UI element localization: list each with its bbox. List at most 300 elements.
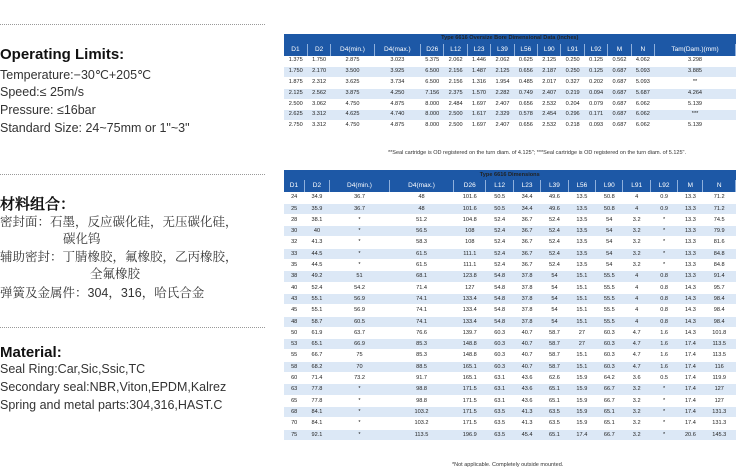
table-cell: 84.1 xyxy=(304,406,329,417)
table-cell: 55.5 xyxy=(596,271,623,282)
table-cell: 165.1 xyxy=(454,373,486,384)
table-cell: 5.139 xyxy=(655,121,736,132)
table-cell: 37.8 xyxy=(513,305,540,316)
table-cell: 101.8 xyxy=(703,327,736,338)
table-cell: 27 xyxy=(568,339,595,350)
table-cell: 38 xyxy=(284,271,304,282)
column-header: L92 xyxy=(650,180,677,192)
table-cell: 13.5 xyxy=(568,226,595,237)
table-cell: 60 xyxy=(284,373,304,384)
table-cell: 60.3 xyxy=(596,350,623,361)
table-cell: 52.4 xyxy=(541,248,568,259)
table-cell: 65.1 xyxy=(541,429,568,440)
table-cell: * xyxy=(330,429,390,440)
table-cell: 36.7 xyxy=(330,192,390,203)
table-cell: 51 xyxy=(330,271,390,282)
table-cell: 0.485 xyxy=(514,77,537,88)
table-cell: * xyxy=(650,429,677,440)
table-cell: 13.3 xyxy=(678,226,703,237)
table-cell: 2.170 xyxy=(307,66,330,77)
table-cell: 15.9 xyxy=(568,384,595,395)
table-cell: 63.5 xyxy=(541,406,568,417)
table-cell: 131.3 xyxy=(703,406,736,417)
table-row xyxy=(284,88,736,99)
materials-cn-line: 密封面：石墨，反应碳化硅，无压碳化硅， xyxy=(0,215,238,229)
table-cell: * xyxy=(650,214,677,225)
table-cell: 41.3 xyxy=(304,237,329,248)
table-cell: 111.1 xyxy=(454,260,486,271)
table-row xyxy=(284,214,736,225)
table-cell: 60.3 xyxy=(596,327,623,338)
table-cell: 3.2 xyxy=(623,226,650,237)
table-cell: 3.298 xyxy=(655,56,736,66)
table-cell: 43.6 xyxy=(513,384,540,395)
table-cell: 88.5 xyxy=(389,361,453,372)
table-row xyxy=(284,237,736,248)
table-cell: 52.4 xyxy=(486,248,513,259)
table-cell: 40.7 xyxy=(513,327,540,338)
table-cell: 5.139 xyxy=(655,99,736,110)
table-row xyxy=(284,99,736,110)
table-cell: 4.7 xyxy=(623,339,650,350)
column-header: L90 xyxy=(596,180,623,192)
table-cell: 2.484 xyxy=(444,99,467,110)
table-cell: 91.7 xyxy=(389,373,453,384)
table-cell: 2.500 xyxy=(284,99,307,110)
table-cell: 17.4 xyxy=(678,384,703,395)
table-cell: 3.2 xyxy=(623,429,650,440)
table-footnote: *Not applicable. Completely outside mounted. xyxy=(452,462,564,468)
table-cell: 56.9 xyxy=(330,293,390,304)
table-cell: 84.1 xyxy=(304,418,329,429)
materials-cn-line: 碳化钨 xyxy=(63,232,101,246)
table-cell: 103.2 xyxy=(389,406,453,417)
table-cell: 15.1 xyxy=(568,305,595,316)
table-row xyxy=(284,316,736,327)
table-cell: 15.1 xyxy=(568,293,595,304)
table-cell: 36.7 xyxy=(513,226,540,237)
table-cell: 54 xyxy=(596,214,623,225)
table-cell: 4 xyxy=(623,203,650,214)
table-cell: 3.625 xyxy=(331,77,374,88)
table-cell: 34.4 xyxy=(513,203,540,214)
table-cell: 15.1 xyxy=(568,316,595,327)
table-cell: 0.327 xyxy=(561,77,584,88)
table-cell: 6.062 xyxy=(631,99,654,110)
table-cell: 0.656 xyxy=(514,99,537,110)
table-cell: 1.875 xyxy=(284,77,307,88)
table-cell: 1.954 xyxy=(491,77,514,88)
table-cell: 15.9 xyxy=(568,418,595,429)
table-cell: 63.1 xyxy=(486,395,513,406)
column-header: L12 xyxy=(486,180,513,192)
table-cell: 71.4 xyxy=(304,373,329,384)
table-cell: 3.2 xyxy=(623,418,650,429)
table-cell: 1.6 xyxy=(650,350,677,361)
table-cell: 2.454 xyxy=(538,110,561,121)
table-cell: 63.7 xyxy=(330,327,390,338)
table-cell: 4.875 xyxy=(374,99,420,110)
table-cell: 71.2 xyxy=(703,192,736,203)
table-cell: 85.3 xyxy=(389,350,453,361)
table-cell: 0.562 xyxy=(608,56,631,66)
column-header: L23 xyxy=(467,44,490,56)
table-caption: Type 6616 Oversize Bore Dimensional Data (inches) xyxy=(284,34,736,44)
table-cell: 84.8 xyxy=(703,248,736,259)
table-cell: * xyxy=(650,384,677,395)
column-header: L91 xyxy=(561,44,584,56)
table-cell: 108 xyxy=(454,226,486,237)
table-row xyxy=(284,406,736,417)
column-header: N xyxy=(631,44,654,56)
table-cell: 37.8 xyxy=(513,282,540,293)
column-header: D4(min.) xyxy=(330,180,390,192)
table-cell: 40 xyxy=(304,226,329,237)
table-cell: 4 xyxy=(623,293,650,304)
table-cell: 171.5 xyxy=(454,406,486,417)
table-cell: 131.3 xyxy=(703,418,736,429)
table-cell: 101.6 xyxy=(454,203,486,214)
table-cell: 13.3 xyxy=(678,192,703,203)
table-cell: 66.7 xyxy=(596,384,623,395)
table-cell: 98.8 xyxy=(389,395,453,406)
table-cell: 196.9 xyxy=(454,429,486,440)
table-cell: 1.697 xyxy=(467,99,490,110)
table-cell: 4.7 xyxy=(623,350,650,361)
table-cell: 0.8 xyxy=(650,293,677,304)
table-cell: 63.5 xyxy=(486,418,513,429)
table-row xyxy=(284,203,736,214)
table-cell: 0.656 xyxy=(514,66,537,77)
column-header: L12 xyxy=(444,44,467,56)
table-cell: 71.2 xyxy=(703,203,736,214)
table-cell: 35 xyxy=(284,260,304,271)
operating-line: Standard Size: 24~75mm or 1"~3" xyxy=(0,121,190,135)
table-cell: 74.1 xyxy=(389,316,453,327)
table-cell: 3.2 xyxy=(623,384,650,395)
table-cell: 56.9 xyxy=(330,305,390,316)
table-cell: 54 xyxy=(541,271,568,282)
table-cell: 75 xyxy=(284,429,304,440)
table-cell: 133.4 xyxy=(454,293,486,304)
table-cell: 13.5 xyxy=(568,260,595,271)
dimensions-table xyxy=(284,170,736,441)
table-cell: 145.3 xyxy=(703,429,736,440)
operating-limits-title: Operating Limits: xyxy=(0,46,125,63)
table-cell: 2.156 xyxy=(444,66,467,77)
table-cell: 35.9 xyxy=(304,203,329,214)
table-cell: 13.5 xyxy=(568,203,595,214)
table-cell: 54 xyxy=(596,260,623,271)
table-row xyxy=(284,305,736,316)
table-cell: 50.5 xyxy=(486,192,513,203)
table-cell: 2.875 xyxy=(331,56,374,66)
column-header: L39 xyxy=(541,180,568,192)
table-cell: 52.4 xyxy=(304,282,329,293)
table-cell: 38.1 xyxy=(304,214,329,225)
table-cell: 113.5 xyxy=(389,429,453,440)
table-cell: 56.5 xyxy=(389,226,453,237)
table-cell: 2.500 xyxy=(444,110,467,121)
table-cell: 2.625 xyxy=(284,110,307,121)
table-cell: 49.2 xyxy=(304,271,329,282)
table-cell: 104.8 xyxy=(454,214,486,225)
table-cell: 2.500 xyxy=(444,121,467,132)
table-cell: 54.8 xyxy=(486,293,513,304)
table-row xyxy=(284,429,736,440)
table-cell: * xyxy=(330,406,390,417)
table-cell: 2.407 xyxy=(538,88,561,99)
table-cell: 103.2 xyxy=(389,418,453,429)
table-cell: 68.2 xyxy=(304,361,329,372)
table-cell: 2.329 xyxy=(491,110,514,121)
table-cell: 34.4 xyxy=(513,192,540,203)
table-cell: 65.1 xyxy=(596,406,623,417)
table-cell: 1.750 xyxy=(307,56,330,66)
table-cell: 0.250 xyxy=(561,56,584,66)
table-header-row xyxy=(284,180,736,192)
table-cell: 13.3 xyxy=(678,203,703,214)
column-header: D2 xyxy=(304,180,329,192)
table-cell: 49.6 xyxy=(541,192,568,203)
table-cell: 139.7 xyxy=(454,327,486,338)
table-cell: 36.7 xyxy=(513,214,540,225)
table-cell: 55 xyxy=(284,350,304,361)
materials-cn-line: 辅助密封：丁腈橡胶，氟橡胶，乙丙橡胶， xyxy=(0,250,238,264)
table-cell: 0.625 xyxy=(514,56,537,66)
column-header: D4(min.) xyxy=(331,44,374,56)
table-cell: * xyxy=(330,214,390,225)
table-row xyxy=(284,248,736,259)
table-cell: 1.6 xyxy=(650,339,677,350)
table-cell: 45.4 xyxy=(513,429,540,440)
table-cell: 14.3 xyxy=(678,293,703,304)
table-cell: 15.9 xyxy=(568,373,595,384)
table-cell: * xyxy=(650,395,677,406)
table-cell: 3.734 xyxy=(374,77,420,88)
table-cell: 4 xyxy=(623,282,650,293)
table-cell: 36.7 xyxy=(513,237,540,248)
column-header: L91 xyxy=(623,180,650,192)
table-cell: 74.1 xyxy=(389,293,453,304)
table-cell: 2.156 xyxy=(444,77,467,88)
table-cell: 5.093 xyxy=(631,77,654,88)
table-cell: 116 xyxy=(703,361,736,372)
table-cell: 63 xyxy=(284,384,304,395)
table-cell: 63.5 xyxy=(486,429,513,440)
table-cell: 148.8 xyxy=(454,339,486,350)
table-cell: * xyxy=(650,237,677,248)
table-cell: 65.1 xyxy=(596,418,623,429)
column-header: D26 xyxy=(421,44,444,56)
table-cell: 3.875 xyxy=(331,88,374,99)
table-cell: 54.8 xyxy=(486,271,513,282)
table-cell: 81.6 xyxy=(703,237,736,248)
table-cell: 3.062 xyxy=(307,99,330,110)
table-cell: 1.617 xyxy=(467,110,490,121)
table-cell: 15.1 xyxy=(568,282,595,293)
table-cell: * xyxy=(330,248,390,259)
table-cell: 2.532 xyxy=(538,121,561,132)
table-cell: 58.7 xyxy=(304,316,329,327)
table-cell: 2.407 xyxy=(491,121,514,132)
divider xyxy=(0,327,265,328)
table-cell: 14.3 xyxy=(678,316,703,327)
table-cell: 4.264 xyxy=(655,88,736,99)
table-cell: 2.125 xyxy=(538,56,561,66)
table-cell: 0.8 xyxy=(650,271,677,282)
table-cell: 85.3 xyxy=(389,339,453,350)
table-cell: 13.5 xyxy=(568,192,595,203)
table-cell: 0.219 xyxy=(561,88,584,99)
table-cell: 48 xyxy=(389,192,453,203)
table-cell: 60.3 xyxy=(596,339,623,350)
table-cell: 48 xyxy=(284,316,304,327)
table-cell: * xyxy=(330,395,390,406)
table-cell: 40.7 xyxy=(513,339,540,350)
table-cell: 133.4 xyxy=(454,305,486,316)
operating-line: Speed:≤ 25m/s xyxy=(0,85,84,99)
materials-cn-title: 材料组合： xyxy=(0,196,76,213)
table-cell: 0.687 xyxy=(608,88,631,99)
table-cell: 17.4 xyxy=(678,418,703,429)
table-cell: 54 xyxy=(541,316,568,327)
table-cell: 2.125 xyxy=(284,88,307,99)
table-cell: 95.7 xyxy=(703,282,736,293)
table-cell: 55.5 xyxy=(596,316,623,327)
table-cell: 13.5 xyxy=(568,214,595,225)
column-header: L23 xyxy=(513,180,540,192)
table-row xyxy=(284,226,736,237)
table-cell: 65.1 xyxy=(541,395,568,406)
table-cell: 75 xyxy=(330,350,390,361)
table-cell: 44.5 xyxy=(304,248,329,259)
table-cell: 27 xyxy=(568,327,595,338)
column-header: N xyxy=(703,180,736,192)
column-header: D26 xyxy=(454,180,486,192)
table-cell: 0.687 xyxy=(608,77,631,88)
table-cell: 2.562 xyxy=(307,88,330,99)
table-cell: 64.2 xyxy=(596,373,623,384)
table-cell: 20.6 xyxy=(678,429,703,440)
material-title: Material: xyxy=(0,344,62,361)
table-cell: 3.2 xyxy=(623,406,650,417)
table-cell: 1.487 xyxy=(467,66,490,77)
table-cell: 37.8 xyxy=(513,293,540,304)
table-cell: 0.687 xyxy=(608,121,631,132)
table-cell: 74.1 xyxy=(389,305,453,316)
table-cell: 8.000 xyxy=(421,110,444,121)
table-cell: 0.9 xyxy=(650,203,677,214)
table-cell: 54.2 xyxy=(330,282,390,293)
table-cell: 52.4 xyxy=(486,214,513,225)
table-cell: 44.5 xyxy=(304,260,329,271)
table-footnote: **Seal cartridge is OD registered on the turn diam. of 4.125"; ***Seal cartridge is OD registered on the turn diam. of 5.125". xyxy=(388,150,687,156)
table-row xyxy=(284,327,736,338)
table-cell: 3.500 xyxy=(331,66,374,77)
column-header: L56 xyxy=(568,180,595,192)
table-cell: 127 xyxy=(454,282,486,293)
material-line: Seal Ring:Car,Sic,Ssic,TC xyxy=(0,362,146,376)
table-cell: 17.4 xyxy=(678,406,703,417)
table-cell: 48 xyxy=(389,203,453,214)
table-cell: 0.9 xyxy=(650,192,677,203)
table-row xyxy=(284,339,736,350)
table-cell: 60.5 xyxy=(330,316,390,327)
table-cell: 34.9 xyxy=(304,192,329,203)
table-cell: 50.5 xyxy=(486,203,513,214)
table-caption: Type 6616 Dimensions xyxy=(284,170,736,180)
table-cell: 7.156 xyxy=(421,88,444,99)
table-cell: 60.3 xyxy=(486,361,513,372)
table-cell: 3.023 xyxy=(374,56,420,66)
table-cell: 54 xyxy=(596,237,623,248)
table-cell: 1.6 xyxy=(650,327,677,338)
table-cell: 1.446 xyxy=(467,56,490,66)
table-cell: 53 xyxy=(284,339,304,350)
table-cell: 52.4 xyxy=(541,226,568,237)
table-cell: 13.5 xyxy=(568,237,595,248)
table-cell: 61.9 xyxy=(304,327,329,338)
table-cell: 6.500 xyxy=(421,77,444,88)
table-cell: ** xyxy=(655,77,736,88)
table-cell: 65 xyxy=(284,395,304,406)
table-cell: 4.625 xyxy=(331,110,374,121)
table-cell: 15.1 xyxy=(568,350,595,361)
table-cell: 0.5 xyxy=(650,373,677,384)
table-cell: * xyxy=(650,260,677,271)
table-cell: 0.093 xyxy=(584,121,607,132)
table-cell: 4 xyxy=(623,192,650,203)
table-cell: 63.1 xyxy=(486,373,513,384)
table-cell: 4.875 xyxy=(374,121,420,132)
table-cell: 58.7 xyxy=(541,327,568,338)
table-cell: 37.8 xyxy=(513,271,540,282)
table-cell: 73.2 xyxy=(330,373,390,384)
material-line: Secondary seal:NBR,Viton,EPDM,Kalrez xyxy=(0,380,227,394)
table-cell: * xyxy=(330,237,390,248)
table-cell: 54 xyxy=(541,282,568,293)
table-cell: 54.8 xyxy=(486,282,513,293)
table-cell: 58.7 xyxy=(541,339,568,350)
table-cell: 17.4 xyxy=(568,429,595,440)
table-cell: 3.2 xyxy=(623,237,650,248)
table-cell: 79.9 xyxy=(703,226,736,237)
table-cell: 58.7 xyxy=(541,361,568,372)
table-row xyxy=(284,56,736,66)
table-cell: 4.250 xyxy=(374,88,420,99)
table-row xyxy=(284,282,736,293)
table-cell: 76.6 xyxy=(389,327,453,338)
table-cell: 171.5 xyxy=(454,384,486,395)
table-cell: 165.1 xyxy=(454,361,486,372)
table-cell: 4.740 xyxy=(374,110,420,121)
table-cell: 5.093 xyxy=(631,66,654,77)
table-cell: 54 xyxy=(541,293,568,304)
table-cell: 1.570 xyxy=(467,88,490,99)
table-cell: 2.375 xyxy=(444,88,467,99)
table-cell: 61.5 xyxy=(389,260,453,271)
table-cell: 3.312 xyxy=(307,121,330,132)
table-cell: * xyxy=(330,226,390,237)
table-cell: 2.532 xyxy=(538,99,561,110)
table-row xyxy=(284,361,736,372)
table-cell: 13.5 xyxy=(568,248,595,259)
table-cell: 66.7 xyxy=(596,429,623,440)
table-cell: 77.8 xyxy=(304,384,329,395)
table-cell: 0.687 xyxy=(608,66,631,77)
table-cell: 0.202 xyxy=(584,77,607,88)
